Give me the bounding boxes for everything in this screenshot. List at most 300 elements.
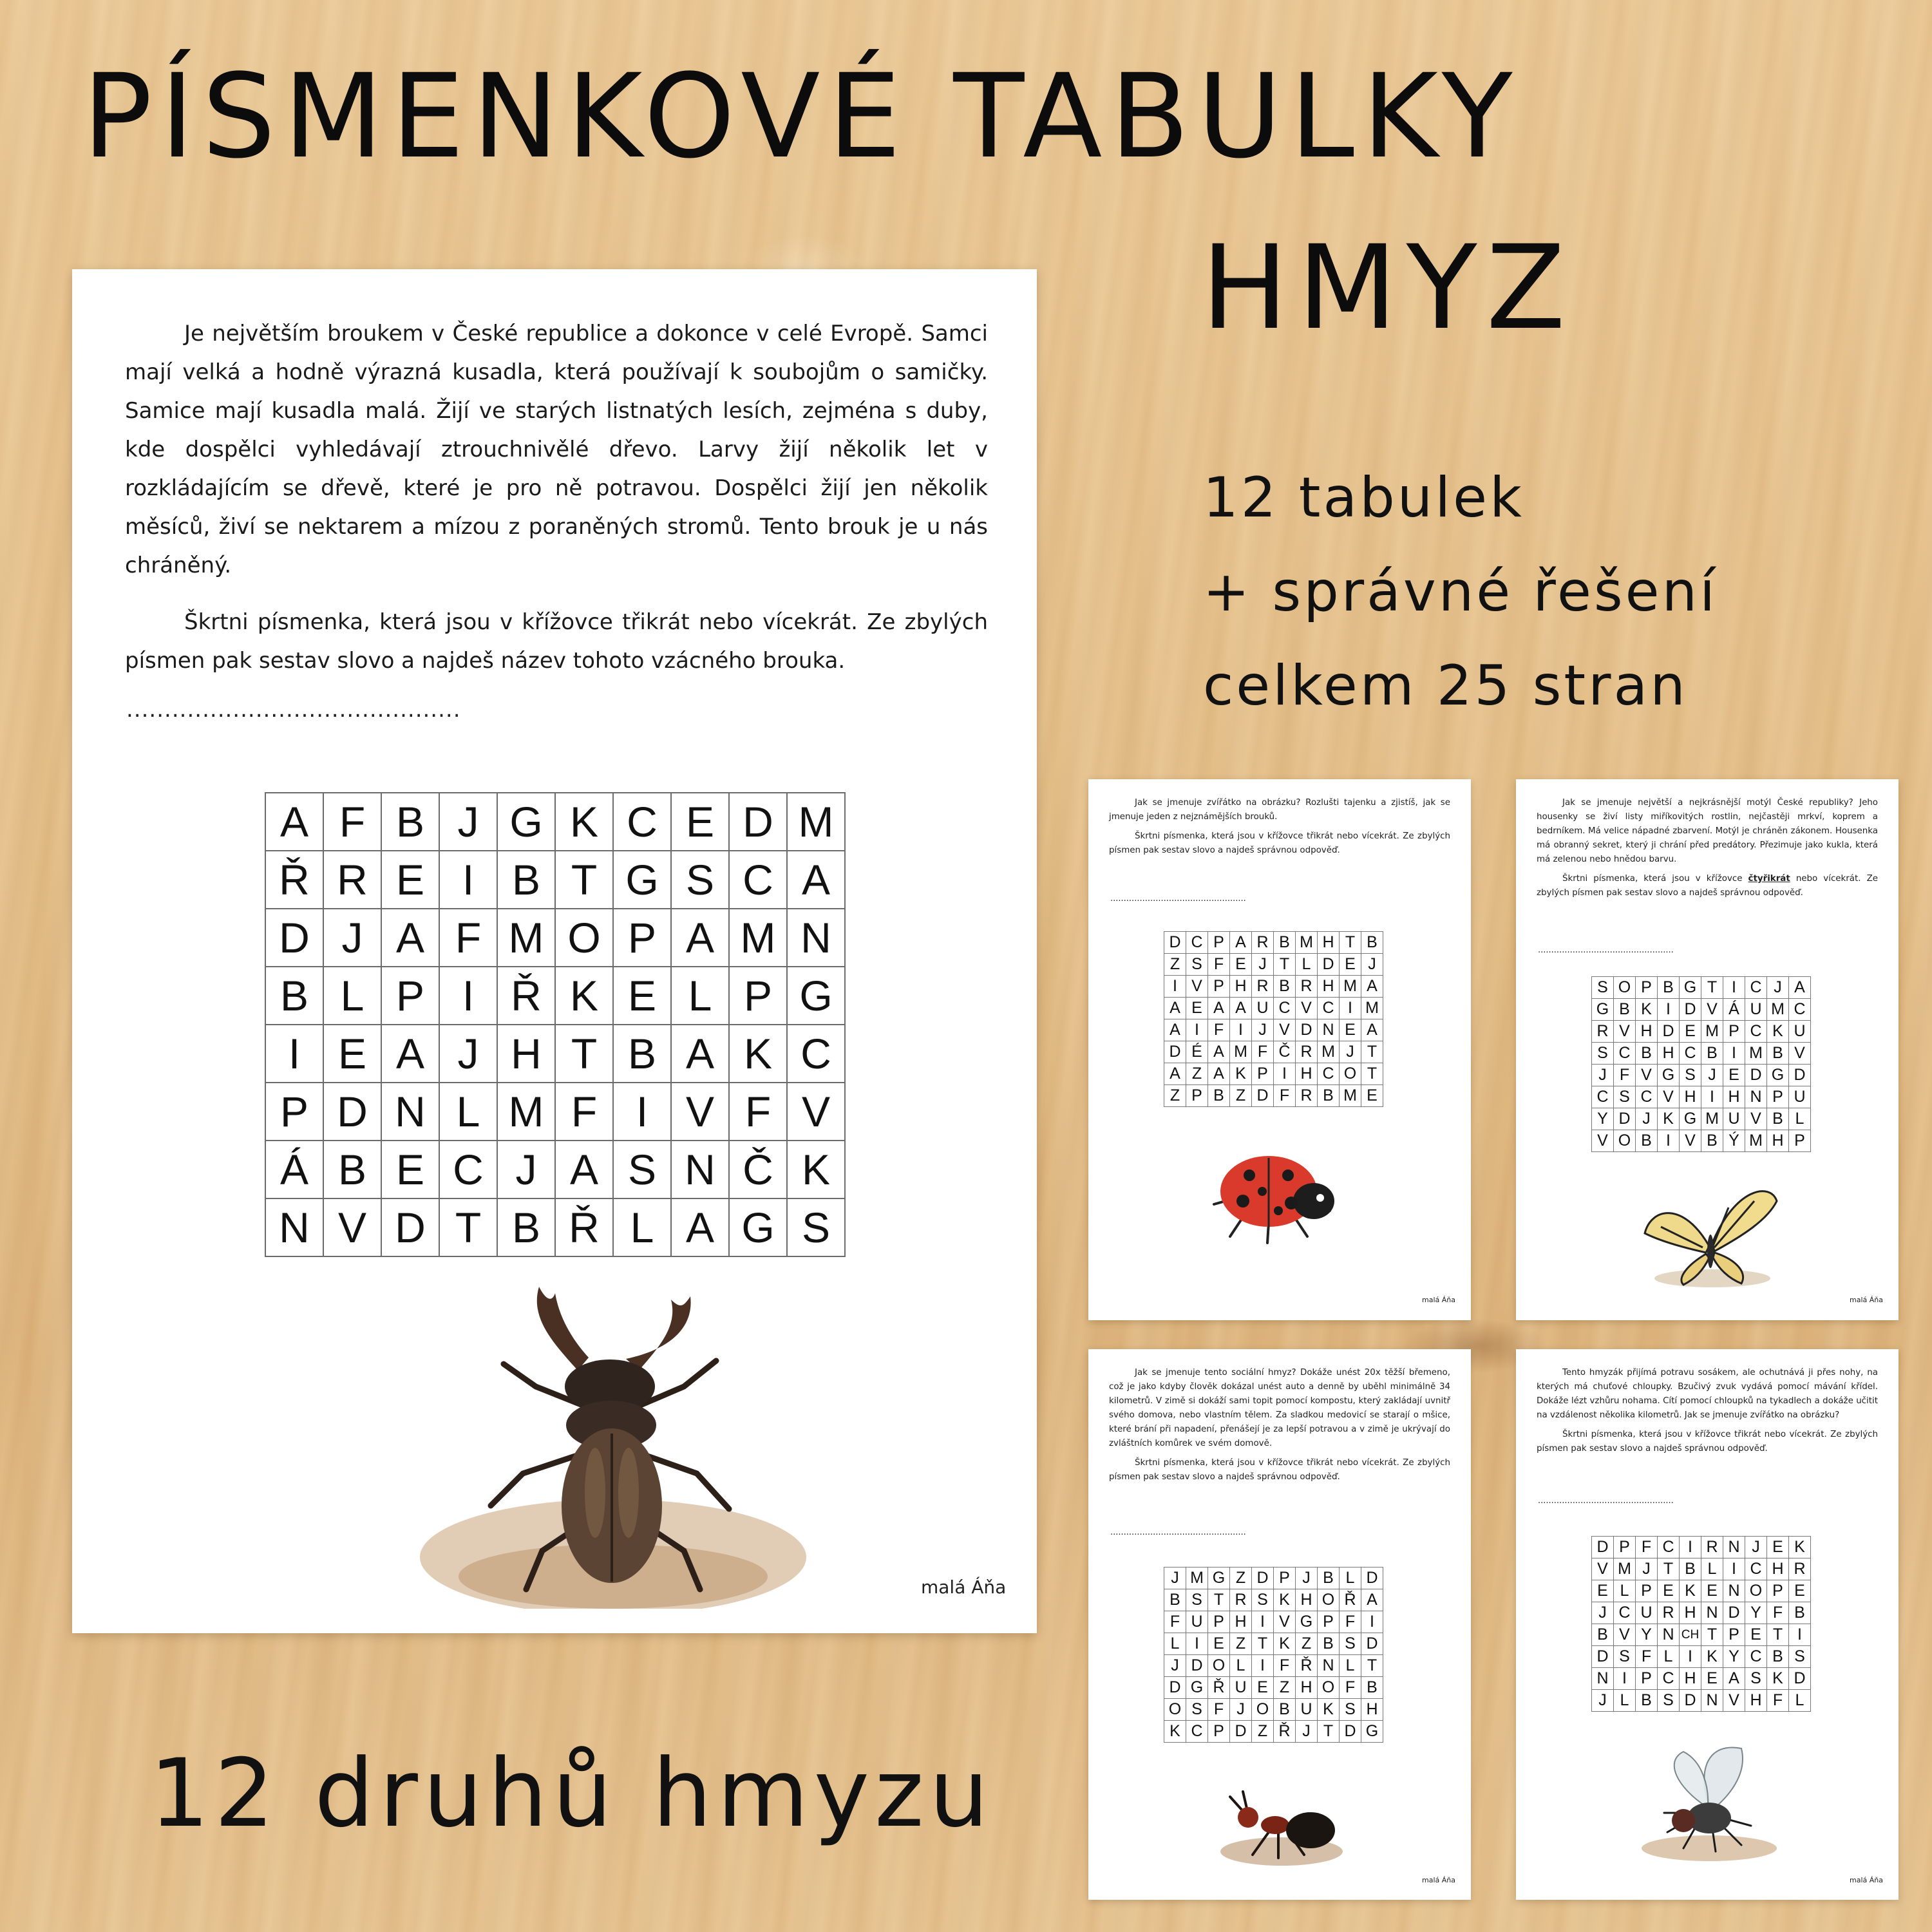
grid-cell: S [1680,1065,1701,1086]
grid-cell: E [381,851,439,909]
grid-row [1592,1646,1811,1668]
grid-cell: M [1614,1558,1636,1580]
grid-row [1592,1668,1811,1690]
grid-cell: G [1361,1721,1383,1743]
grid-cell: I [1723,1043,1745,1065]
grid-row [1592,1065,1811,1086]
product-info [1203,451,1718,733]
grid-cell: O [1745,1580,1767,1602]
grid-cell: I [1658,1130,1680,1152]
grid-cell: Z [1164,1085,1186,1107]
grid-cell: J [1164,1655,1186,1677]
grid-cell: G [1208,1567,1230,1589]
grid-cell: F [1767,1690,1789,1712]
grid-cell: R [1252,932,1274,954]
grid-row [1164,1019,1383,1041]
grid-cell: C [1658,1537,1680,1558]
worksheet-text [125,314,988,698]
instruction-end: nebo vícekrát. Ze zbylých písmen pak sestav slovo a najdeš správnou odpověď. [1537,874,1878,898]
signature: malá Áňa [1850,1296,1883,1304]
grid-row [1164,1699,1383,1721]
grid-cell: Ř [1296,1655,1318,1677]
grid-cell: E [1230,954,1252,976]
grid-cell: P [1723,1624,1745,1646]
grid-row [265,1198,845,1256]
grid-cell: E [1361,1085,1383,1107]
grid-cell: U [1745,999,1767,1021]
grid-cell: G [1680,977,1701,999]
grid-cell: T [555,851,613,909]
grid-cell: F [1636,1537,1658,1558]
grid-cell: G [1680,1108,1701,1130]
grid-cell: A [787,851,845,909]
grid-cell: K [729,1025,787,1083]
grid-cell: Z [1230,1633,1252,1655]
preview-text [1109,1366,1450,1490]
grid-cell: K [1274,1633,1296,1655]
grid-cell: A [381,909,439,967]
grid-cell: D [1789,1668,1811,1690]
grid-cell: F [1274,1085,1296,1107]
grid-row [1592,1580,1811,1602]
grid-cell: Z [1230,1085,1252,1107]
grid-cell: M [1230,1041,1252,1063]
grid-cell: D [1361,1567,1383,1589]
grid-cell: L [1789,1108,1811,1130]
grid-cell: B [1767,1043,1789,1065]
grid-cell: T [1701,977,1723,999]
grid-cell: C [1186,1721,1208,1743]
grid-cell: L [1230,1655,1252,1677]
grid-cell: M [1340,976,1361,998]
grid-cell: D [1723,1602,1745,1624]
info-line-tables: 12 tabulek [1203,466,1524,530]
grid-cell: H [1680,1086,1701,1108]
grid-cell: S [787,1198,845,1256]
grid-row [1592,1624,1811,1646]
grid-cell: E [1208,1633,1230,1655]
grid-cell: P [1789,1130,1811,1152]
grid-cell: V [1680,1130,1701,1152]
grid-cell: E [1592,1580,1614,1602]
grid-cell: J [1701,1065,1723,1086]
grid-cell: B [265,967,323,1025]
grid-cell: F [1274,1655,1296,1677]
footer-text: 12 druhů hmyzu [149,1739,994,1848]
grid-cell: V [1745,1108,1767,1130]
grid-cell: O [1252,1699,1274,1721]
grid-cell: B [1658,977,1680,999]
grid-cell: H [1361,1699,1383,1721]
grid-cell: L [671,967,729,1025]
grid-cell: B [1318,1633,1340,1655]
grid-row [1164,1677,1383,1699]
grid-cell: B [1636,1043,1658,1065]
letter-grid [265,792,846,1257]
grid-cell: B [1592,1624,1614,1646]
grid-cell: L [1614,1690,1636,1712]
grid-cell: F [729,1083,787,1141]
grid-cell: J [439,1025,497,1083]
grid-cell: Č [729,1141,787,1198]
grid-cell: E [1767,1537,1789,1558]
grid-cell: P [1186,1085,1208,1107]
ant-icon [1217,1771,1346,1868]
preview-description: Jak se jmenuje tento sociální hmyz? Dokáže unést 20x těžší břemeno, což je jako kdyby člověk dokázal unést auto a denně by uběhl minimálně 34 kilometrů. V zimě si dokáží sami topit pomocí kompostu, který zakládají uvnitř svého domova, nebo vlastním tělem. Za sladkou medovicí se starají o mšice, které brání při napadení, přenášejí je za lepší potravou a v zimě je ukrývají do zvláštních komůrek ve svém domově. [1109,1368,1450,1448]
grid-cell: B [1614,999,1636,1021]
grid-cell: M [1186,1567,1208,1589]
grid-cell: P [1208,932,1230,954]
grid-cell: I [1614,1668,1636,1690]
grid-cell: B [1361,932,1383,954]
info-line-pages: celkem 25 stran [1203,654,1688,718]
grid-cell: S [1745,1668,1767,1690]
grid-cell: L [1701,1558,1723,1580]
grid-cell: P [1767,1086,1789,1108]
grid-cell: K [1274,1589,1296,1611]
grid-row [1164,1567,1383,1589]
grid-cell: V [1636,1065,1658,1086]
grid-cell: D [1680,1690,1701,1712]
grid-cell: S [1186,954,1208,976]
grid-row [1592,1537,1811,1558]
grid-cell: B [1164,1589,1186,1611]
grid-cell: Ý [1723,1130,1745,1152]
answer-line: ................................................... [1538,1496,1674,1506]
grid-cell: B [381,793,439,851]
grid-cell: P [381,967,439,1025]
grid-cell: V [1723,1690,1745,1712]
grid-cell: M [497,909,555,967]
grid-cell: R [1230,1589,1252,1611]
letter-grid [1591,976,1811,1152]
grid-cell: J [1767,977,1789,999]
grid-cell: C [1680,1043,1701,1065]
preview-text [1109,796,1450,863]
grid-cell: A [1164,1019,1186,1041]
grid-row [265,1141,845,1198]
grid-cell: E [1701,1668,1723,1690]
grid-cell: I [1252,1655,1274,1677]
grid-cell: C [1745,977,1767,999]
grid-cell: A [1361,976,1383,998]
grid-cell: C [439,1141,497,1198]
grid-cell: C [1318,998,1340,1019]
grid-cell: T [1701,1624,1723,1646]
preview-instruction: Škrtni písmenka, která jsou v křížovce třikrát nebo vícekrát. Ze zbylých písmen pak sestav slovo a najdeš správnou odpověď. [1109,831,1450,855]
grid-row [1164,954,1383,976]
grid-cell: J [1745,1537,1767,1558]
grid-cell: U [1296,1699,1318,1721]
grid-cell: E [1789,1580,1811,1602]
grid-cell: Y [1636,1624,1658,1646]
grid-row [1592,1690,1811,1712]
grid-cell: N [787,909,845,967]
grid-cell: B [1680,1558,1701,1580]
grid-cell: S [1252,1589,1274,1611]
grid-cell: M [1361,998,1383,1019]
grid-cell: S [1592,1043,1614,1065]
grid-cell: A [1361,1589,1383,1611]
grid-cell: T [1361,1655,1383,1677]
grid-cell: E [1680,1021,1701,1043]
grid-cell: C [613,793,671,851]
grid-cell: A [265,793,323,851]
grid-cell: J [1252,954,1274,976]
answer-line: ................................................... [1538,945,1674,955]
grid-cell: C [787,1025,845,1083]
grid-cell: C [1636,1086,1658,1108]
grid-cell: D [1296,1019,1318,1041]
grid-cell: T [1658,1558,1680,1580]
grid-cell: G [1186,1677,1208,1699]
grid-row [1164,1633,1383,1655]
grid-cell: A [1208,1041,1230,1063]
grid-cell: E [1723,1065,1745,1086]
grid-cell: M [1767,999,1789,1021]
grid-cell: J [1252,1019,1274,1041]
fly-icon [1638,1736,1780,1864]
grid-cell: Z [1164,954,1186,976]
grid-cell: Ř [1340,1589,1361,1611]
instruction-start: Škrtni písmenka, která jsou v křížovce [1562,874,1748,884]
grid-row [1164,1589,1383,1611]
grid-cell: Z [1274,1677,1296,1699]
answer-line: ................................................... [1110,894,1246,904]
grid-cell: M [1296,932,1318,954]
info-line-solution: + správné řešení [1203,560,1718,624]
grid-cell: I [265,1025,323,1083]
grid-cell: B [1318,1567,1340,1589]
grid-cell: M [1745,1043,1767,1065]
grid-cell: D [1592,1646,1614,1668]
grid-cell: P [1252,1063,1274,1085]
grid-cell: D [1745,1065,1767,1086]
grid-row [265,1083,845,1141]
grid-cell: E [1745,1624,1767,1646]
grid-cell: C [1318,1063,1340,1085]
grid-cell: D [1164,1041,1186,1063]
grid-cell: Z [1230,1567,1252,1589]
grid-cell: D [1340,1721,1361,1743]
grid-cell: E [1186,998,1208,1019]
grid-cell: K [1658,1108,1680,1130]
grid-cell: H [1296,1589,1318,1611]
grid-row [1592,999,1811,1021]
grid-cell: D [1252,1567,1274,1589]
grid-cell: S [671,851,729,909]
grid-cell: Á [1723,999,1745,1021]
grid-cell: D [1361,1633,1383,1655]
grid-cell: N [1318,1655,1340,1677]
grid-cell: N [265,1198,323,1256]
grid-cell: J [1592,1065,1614,1086]
grid-cell: F [1340,1677,1361,1699]
grid-cell: H [1658,1043,1680,1065]
grid-cell: B [323,1141,381,1198]
grid-cell: A [1230,998,1252,1019]
grid-cell: Ř [1274,1721,1296,1743]
grid-cell: I [1658,999,1680,1021]
grid-cell: M [729,909,787,967]
grid-cell: K [1230,1063,1252,1085]
preview-text [1537,1366,1878,1461]
grid-cell: H [1745,1690,1767,1712]
grid-cell: S [1186,1589,1208,1611]
grid-cell: D [1186,1655,1208,1677]
instruction-emphasis: čtyřikrát [1748,874,1790,884]
grid-cell: K [1318,1699,1340,1721]
grid-cell: C [1789,999,1811,1021]
grid-cell: K [555,793,613,851]
grid-cell: N [671,1141,729,1198]
grid-cell: S [1340,1633,1361,1655]
grid-cell: J [1636,1558,1658,1580]
grid-cell: Y [1745,1602,1767,1624]
grid-cell: K [1767,1021,1789,1043]
grid-cell: V [1614,1021,1636,1043]
grid-cell: B [1789,1602,1811,1624]
grid-cell: U [1252,998,1274,1019]
grid-cell: H [1636,1021,1658,1043]
answer-line: ................................................... [1110,1528,1246,1537]
main-title: PÍSMENKOVÉ TABULKY [82,50,1520,184]
grid-cell: H [1230,1611,1252,1633]
grid-cell: M [1340,1085,1361,1107]
grid-cell: M [1701,1108,1723,1130]
preview-text [1537,796,1878,905]
grid-cell: B [1318,1085,1340,1107]
grid-cell: Á [265,1141,323,1198]
grid-cell: A [671,909,729,967]
grid-cell: G [1658,1065,1680,1086]
grid-cell: F [1767,1602,1789,1624]
grid-cell: S [1340,1699,1361,1721]
grid-cell: Ř [497,967,555,1025]
grid-cell: N [1745,1086,1767,1108]
grid-cell: G [1296,1611,1318,1633]
grid-cell: M [787,793,845,851]
answer-line: ............................................ [126,697,461,723]
grid-cell: N [1701,1690,1723,1712]
grid-cell: S [613,1141,671,1198]
grid-cell: P [1318,1611,1340,1633]
grid-cell: T [1274,954,1296,976]
grid-cell: Ř [265,851,323,909]
grid-cell: K [1701,1646,1723,1668]
grid-cell: R [323,851,381,909]
grid-cell: C [729,851,787,909]
grid-cell: C [1614,1043,1636,1065]
grid-cell: D [381,1198,439,1256]
grid-cell: E [381,1141,439,1198]
grid-row [1592,1043,1811,1065]
grid-cell: T [1767,1624,1789,1646]
grid-cell: T [1252,1633,1274,1655]
grid-cell: B [613,1025,671,1083]
stag-beetle-icon [407,1274,806,1609]
grid-cell: A [1723,1668,1745,1690]
grid-cell: D [1592,1537,1614,1558]
grid-cell: K [1767,1668,1789,1690]
grid-cell: K [1680,1580,1701,1602]
grid-cell: A [555,1141,613,1198]
grid-cell: C [1658,1668,1680,1690]
grid-cell: Č [1274,1041,1296,1063]
grid-cell: I [1701,1086,1723,1108]
preview-instruction: Škrtni písmenka, která jsou v křížovce třikrát nebo vícekrát. Ze zbylých písmen pak sestav slovo a najdeš správnou odpověď. [1537,1430,1878,1454]
grid-cell: L [613,1198,671,1256]
preview-page-fly [1516,1349,1899,1900]
grid-cell: D [323,1083,381,1141]
grid-cell: A [1208,998,1230,1019]
grid-cell: J [323,909,381,967]
grid-cell: B [497,851,555,909]
preview-page-butterfly [1516,779,1899,1320]
grid-cell: P [1767,1580,1789,1602]
grid-cell: S [1614,1086,1636,1108]
preview-description: Jak se jmenuje zvířátko na obrázku? Rozlušti tajenku a zjistíš, jak se jmenuje jeden z nejznámějších brouků. [1109,798,1450,822]
grid-row [1592,977,1811,999]
grid-cell: G [1592,999,1614,1021]
grid-cell: E [1340,1019,1361,1041]
grid-cell: S [1592,977,1614,999]
grid-cell: C [1186,932,1208,954]
grid-cell: Y [1723,1646,1745,1668]
grid-cell: K [1636,999,1658,1021]
grid-cell: C [1274,998,1296,1019]
grid-cell: M [1318,1041,1340,1063]
grid-cell: B [1274,976,1296,998]
grid-cell: T [1340,932,1361,954]
grid-cell: J [1296,1721,1318,1743]
grid-cell: R [1252,976,1274,998]
grid-cell: E [1701,1580,1723,1602]
grid-cell: Z [1296,1633,1318,1655]
grid-cell: B [1636,1130,1658,1152]
grid-cell: A [1230,932,1252,954]
grid-cell: Ř [1208,1677,1230,1699]
grid-cell: L [1164,1633,1186,1655]
grid-cell: D [1230,1721,1252,1743]
grid-cell: J [1340,1041,1361,1063]
preview-description: Tento hmyzák přijímá potravu sosákem, ale ochutnává ji přes nohy, na kterých má chuťové chloupky. Bzučivý zvuk vydává pomocí mávání křídel. Dokáže lézt vzhůru nohama. Cítí pomocí chloupků na tykadlech a dokáže učitit na vzdálenost několika kilometrů. Jak se jmenuje zvířátko na obrázku? [1537,1368,1878,1420]
grid-cell: F [555,1083,613,1141]
grid-cell: R [1296,1041,1318,1063]
grid-cell: F [1340,1611,1361,1633]
grid-cell: J [1230,1699,1252,1721]
grid-cell: L [1658,1646,1680,1668]
grid-cell: H [1680,1602,1701,1624]
grid-cell: J [1361,954,1383,976]
grid-cell: J [497,1141,555,1198]
grid-cell: I [613,1083,671,1141]
grid-cell: L [439,1083,497,1141]
grid-cell: V [1592,1130,1614,1152]
grid-cell: B [1767,1108,1789,1130]
grid-cell: L [1614,1580,1636,1602]
grid-cell: R [1296,976,1318,998]
grid-cell: J [1636,1108,1658,1130]
swallowtail-butterfly-icon [1632,1175,1786,1291]
grid-cell: N [1658,1624,1680,1646]
grid-cell: A [1789,977,1811,999]
grid-cell: U [1636,1602,1658,1624]
grid-cell: B [497,1198,555,1256]
grid-cell: V [1592,1558,1614,1580]
grid-cell: R [1701,1537,1723,1558]
grid-cell: K [1789,1537,1811,1558]
